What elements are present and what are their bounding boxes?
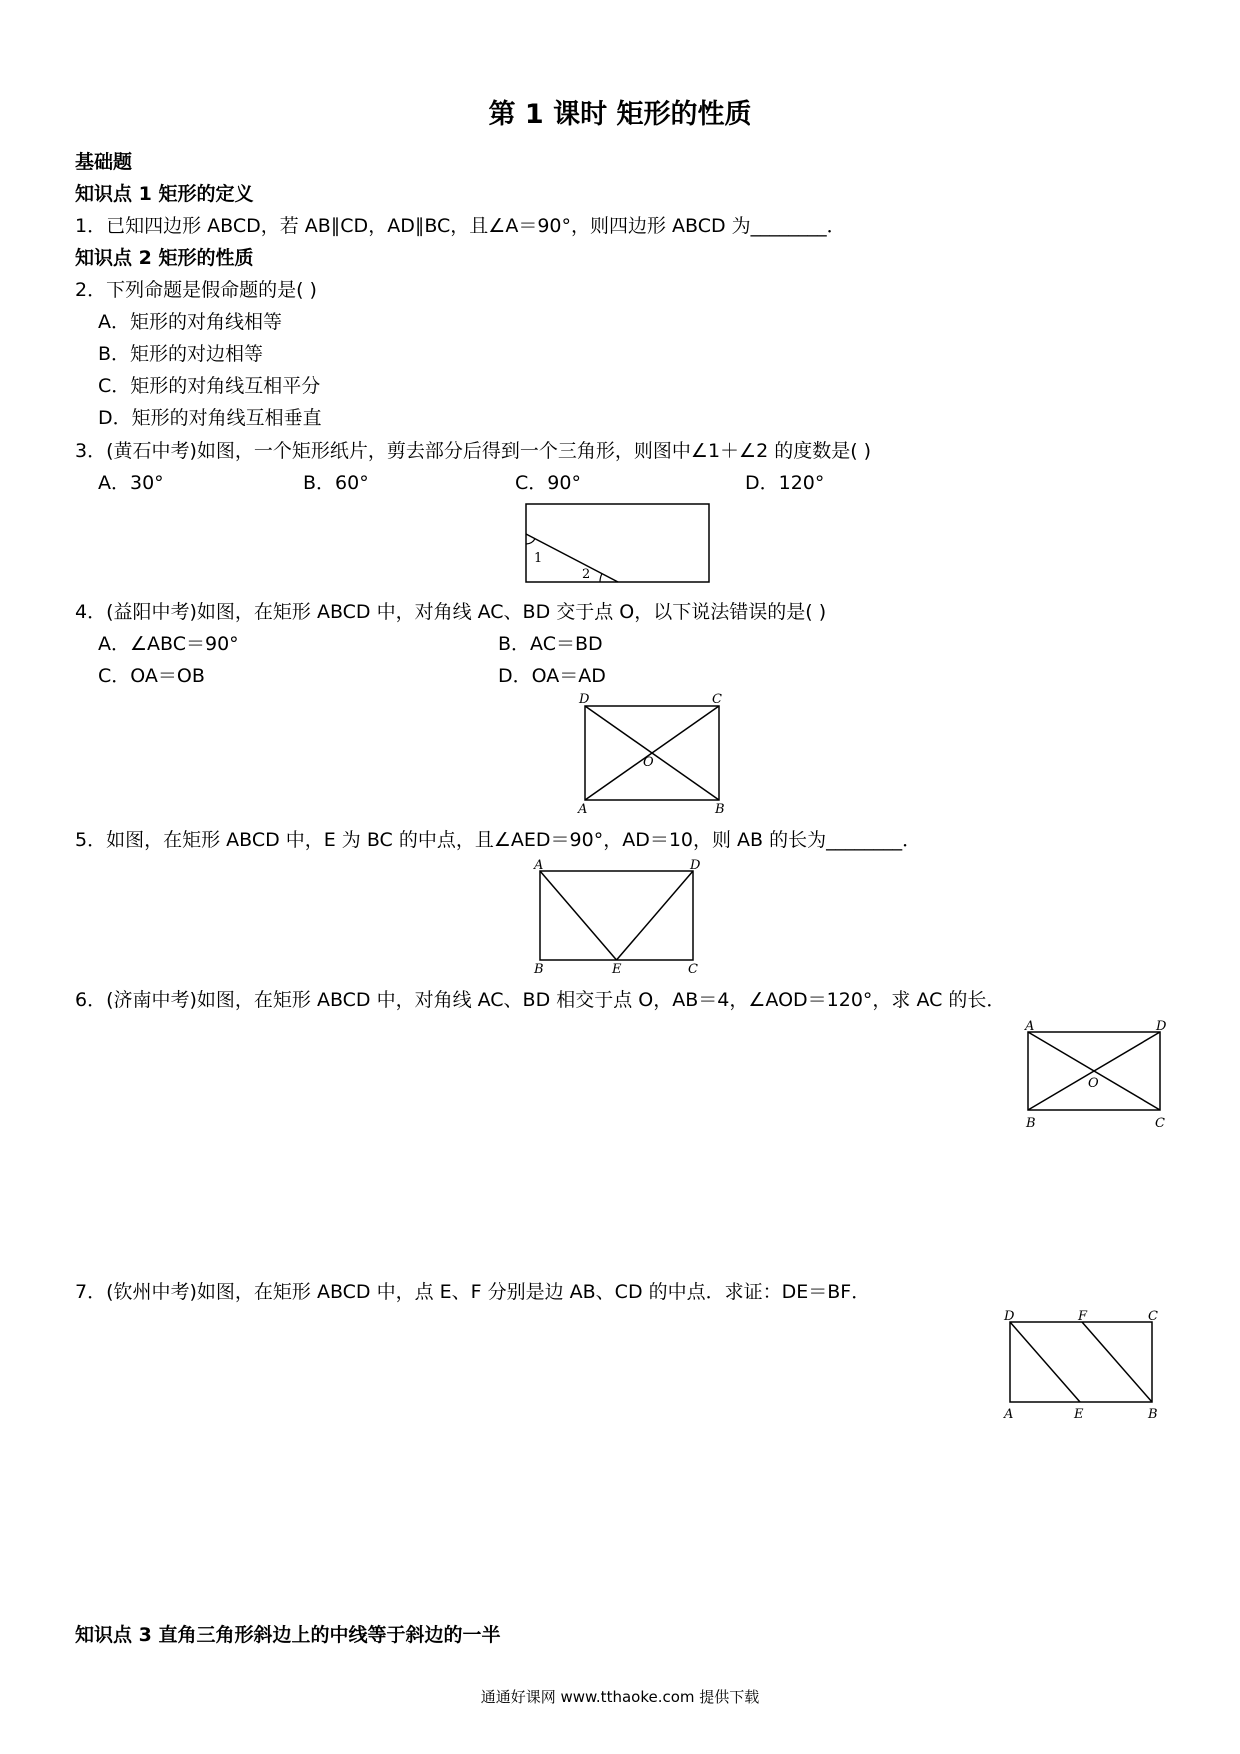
question-4-option-d: D．OA＝AD (498, 665, 606, 687)
point-o-label: O (643, 755, 654, 770)
vertex-b-label: B (534, 962, 544, 974)
question-2-option-a: A．矩形的对角线相等 (98, 311, 282, 333)
question-4-option-a: A．∠ABC＝90° (98, 633, 239, 655)
vertex-b-label: B (715, 802, 725, 814)
angle-1-arc (526, 539, 535, 544)
segment-ae (540, 871, 617, 960)
rectangle-abcd (540, 871, 693, 960)
vertex-a-label: A (534, 858, 544, 873)
question-3-stem: 3．(黄石中考)如图，一个矩形纸片，剪去部分后得到一个三角形，则图中∠1＋∠2 的度数是( ) (75, 440, 872, 462)
rectangle-abcd (1010, 1322, 1152, 1402)
question-4-option-c: C．OA＝OB (98, 665, 205, 687)
question-3-option-a: A．30° (98, 472, 164, 494)
question-1: 1．已知四边形 ABCD，若 AB∥CD，AD∥BC，且∠A＝90°，则四边形 ABCD 为________． (75, 215, 846, 237)
question-5-stem: 5．如图，在矩形 ABCD 中，E 为 BC 的中点，且∠AED＝90°，AD＝10，则 AB 的长为________． (75, 829, 922, 851)
vertex-b-label: B (1148, 1407, 1158, 1422)
question-3-figure (520, 498, 720, 588)
question-3-option-c: C．90° (515, 472, 581, 494)
vertex-a-label: A (578, 802, 588, 814)
knowledge-point-2-heading: 知识点 2 矩形的性质 (75, 247, 254, 269)
segment-bf (1082, 1322, 1152, 1402)
point-f-label: F (1078, 1310, 1088, 1324)
point-e-label: E (1074, 1407, 1084, 1422)
vertex-a-label: A (1025, 1020, 1035, 1034)
vertex-d-label: D (1004, 1310, 1015, 1324)
question-2-option-c: C．矩形的对角线互相平分 (98, 375, 321, 397)
vertex-a-label: A (1004, 1407, 1014, 1422)
vertex-d-label: D (1156, 1020, 1167, 1034)
angle-2-label: 2 (582, 567, 591, 582)
segment-de (617, 871, 694, 960)
vertex-c-label: C (1148, 1310, 1158, 1324)
page-title: 第 1 课时 矩形的性质 (488, 99, 752, 130)
vertex-c-label: C (712, 692, 722, 707)
page-footer: 通通好课网 www.tthaoke.com 提供下载 (480, 1688, 760, 1706)
angle-1-label: 1 (534, 551, 543, 566)
section-basic-heading: 基础题 (75, 151, 133, 173)
point-o-label: O (1088, 1076, 1099, 1091)
question-3-option-b: B．60° (303, 472, 369, 494)
point-e-label: E (612, 962, 622, 974)
vertex-d-label: D (690, 858, 701, 873)
question-2-stem: 2．下列命题是假命题的是( ) (75, 279, 317, 301)
knowledge-point-1-heading: 知识点 1 矩形的定义 (75, 183, 254, 205)
knowledge-point-3-heading: 知识点 3 直角三角形斜边上的中线等于斜边的一半 (75, 1624, 501, 1646)
question-4-stem: 4．(益阳中考)如图，在矩形 ABCD 中，对角线 AC、BD 交于点 O，以下说法错误的是( ) (75, 601, 827, 623)
question-5-figure (530, 858, 710, 974)
question-4-figure (575, 692, 735, 814)
question-2-option-d: D．矩形的对角线互相垂直 (98, 407, 322, 429)
question-4-option-b: B．AC＝BD (498, 633, 603, 655)
angle-2-arc (600, 574, 602, 582)
question-6-stem: 6．(济南中考)如图，在矩形 ABCD 中，对角线 AC、BD 相交于点 O，AB＝4，∠AOD＝120°，求 AC 的长． (75, 989, 1006, 1011)
question-3-option-d: D．120° (745, 472, 825, 494)
question-2-option-b: B．矩形的对边相等 (98, 343, 264, 365)
question-7-figure (1000, 1310, 1172, 1422)
vertex-b-label: B (1026, 1116, 1036, 1131)
vertex-c-label: C (688, 962, 698, 974)
vertex-d-label: D (579, 692, 590, 707)
rectangle-paper (526, 504, 709, 582)
question-6-figure (1020, 1020, 1182, 1132)
segment-de (1010, 1322, 1080, 1402)
question-7-stem: 7．(钦州中考)如图，在矩形 ABCD 中，点 E、F 分别是边 AB、CD 的中点．求证：DE＝BF． (75, 1281, 871, 1303)
vertex-c-label: C (1155, 1116, 1165, 1131)
